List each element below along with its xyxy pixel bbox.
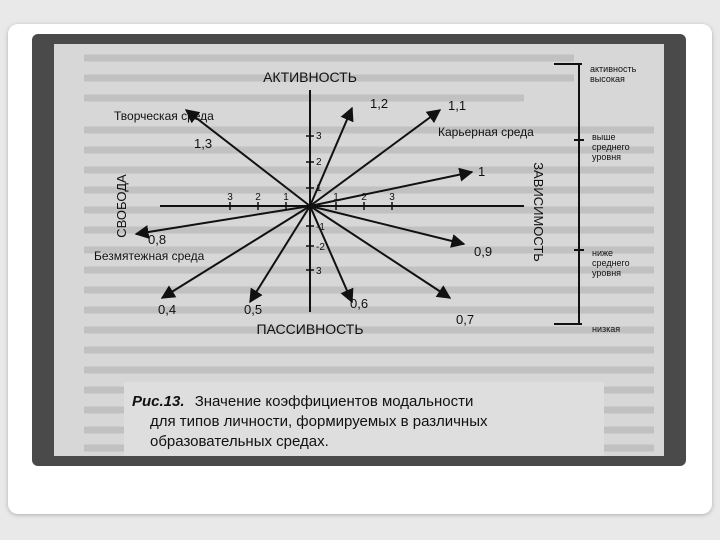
tick-label: -2 <box>316 242 325 253</box>
tick-label: -1 <box>316 222 325 233</box>
scale-bracket <box>554 64 584 324</box>
modality-diagram <box>54 44 664 456</box>
coefficient-label: 0,8 <box>148 232 167 247</box>
tick-label: 3 <box>316 266 322 277</box>
coefficient-label: 1,1 <box>448 98 467 113</box>
coefficient-label: 0,6 <box>350 296 369 311</box>
scale-label-high: активность высокая <box>590 64 637 84</box>
coefficient-label: 0,4 <box>158 302 177 317</box>
tick-label: 3 <box>389 192 395 203</box>
tick-label: 3 <box>227 192 233 203</box>
tick-label: 2 <box>255 192 261 203</box>
coefficient-label: 0,7 <box>456 312 475 327</box>
environment-label-career: Карьерная среда <box>438 125 534 139</box>
coefficient-label: 0,5 <box>244 302 263 317</box>
tick-label: 3 <box>316 131 322 142</box>
figure-caption-line-1 <box>132 393 473 410</box>
axis-label-dependence: ЗАВИСИМОСТЬ <box>531 162 546 262</box>
coefficient-label: 0,9 <box>474 244 493 259</box>
axis-label-passivity: ПАССИВНОСТЬ <box>256 321 364 337</box>
scanned-figure <box>54 44 664 456</box>
scale-label-below-average: ниже среднего уровня <box>592 248 630 278</box>
coefficient-label: 1,2 <box>370 96 389 111</box>
figure-caption-label: Рис.13. <box>132 393 185 410</box>
tick-label: 1 <box>316 183 322 194</box>
axis-label-freedom: СВОБОДА <box>114 174 129 238</box>
coefficient-label: 1 <box>478 164 486 179</box>
scale-label-low: низкая <box>592 324 621 334</box>
coefficient-label: 1,3 <box>194 136 213 151</box>
figure-caption-text: Значение коэффициентов модальности <box>194 393 474 410</box>
scale-label-above-average: выше среднего уровня <box>592 132 630 162</box>
tick-label: 1 <box>283 192 289 203</box>
tick-label: 2 <box>316 157 322 168</box>
figure-caption-line-3: образовательных средах. <box>150 433 329 450</box>
axis-label-activity: АКТИВНОСТЬ <box>263 69 357 85</box>
environment-label-careless: Безмятежная среда <box>94 249 205 263</box>
figure-caption-line-2: для типов личности, формируемых в различных <box>150 413 488 430</box>
tick-label: 2 <box>361 192 367 203</box>
environment-label-creative: Творческая среда <box>114 109 214 123</box>
tick-label: 1 <box>333 192 339 203</box>
